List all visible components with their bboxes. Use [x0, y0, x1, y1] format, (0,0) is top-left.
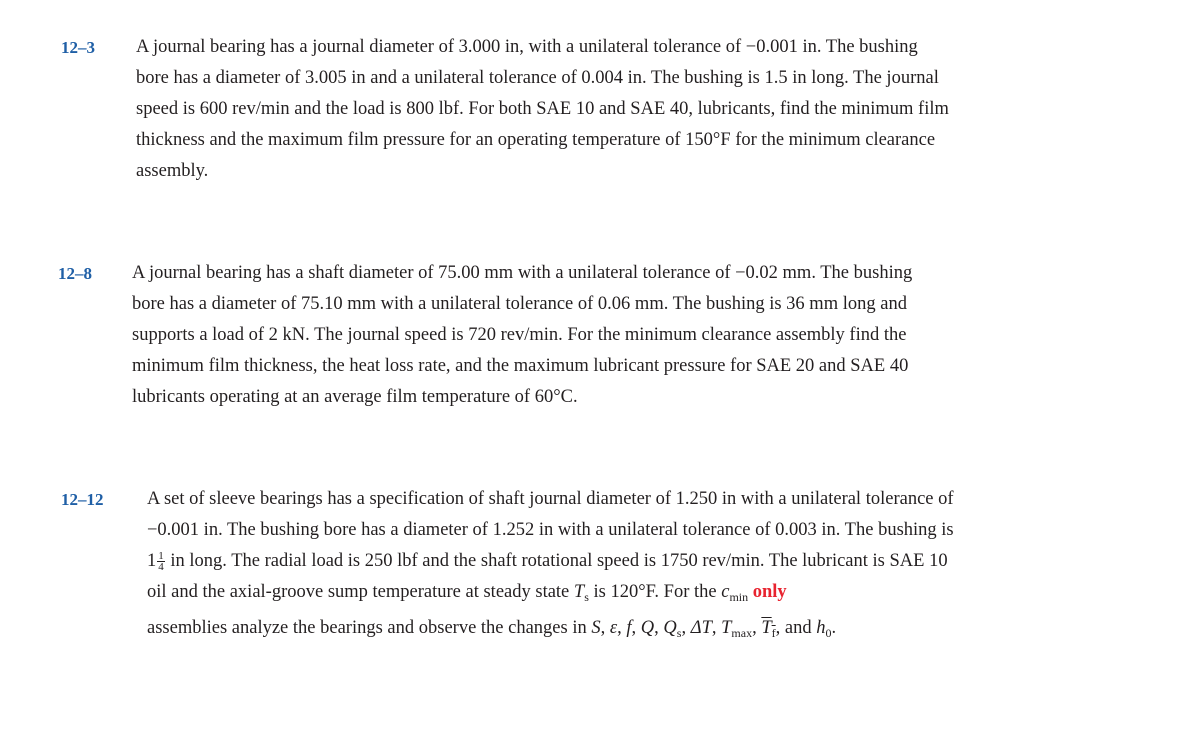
text-line [147, 577, 954, 613]
text-line: minimum film thickness, the heat loss rate, and the maximum lubricant pressure for SAE 20 and SAE 40 [132, 356, 909, 376]
math-symbol: Q [640, 618, 655, 638]
text-segment: oil and the axial-groove sump temperature at steady state [147, 582, 574, 602]
mixed-number-whole: 1 [147, 551, 157, 571]
text-line: A journal bearing has a shaft diameter of 75.00 mm with a unilateral tolerance of −0.02 mm. The bushing [132, 263, 913, 283]
highlight-only: only [752, 582, 787, 602]
text-segment: in long. The radial load is 250 lbf and the shaft rotational speed is 1750 rev/min. The lubricant is SAE 10 [165, 551, 948, 571]
text-segment: is 120°F. For the [588, 582, 722, 602]
text-line: bore has a diameter of 3.005 in and a unilateral tolerance of 0.004 in. The bushing is 1.5 in long. The journal [136, 68, 939, 88]
separator: , [711, 618, 722, 638]
text-line: A journal bearing has a journal diameter of 3.000 in, with a unilateral tolerance of −0.001 in. The bushing [136, 37, 918, 57]
separator: , [654, 618, 664, 638]
text-line: speed is 600 rev/min and the load is 800 lbf. For both SAE 10 and SAE 40, lubricants, find the minimum film [136, 99, 949, 119]
text-line: −0.001 in. The bushing bore has a diameter of 1.252 in with a unilateral tolerance of 0.003 in. The bushing is [147, 520, 954, 540]
text-line: assembly. [136, 161, 209, 181]
math-symbol: T [573, 582, 585, 602]
fraction [157, 551, 165, 572]
separator: , [681, 618, 691, 638]
math-symbol: S [591, 618, 601, 638]
separator: , [631, 618, 641, 638]
text-segment: . [831, 618, 837, 638]
text-line: thickness and the maximum film pressure for an operating temperature of 150°F for the minimum clearance [136, 130, 936, 150]
problem-number: 12–3 [61, 38, 95, 57]
math-subscript: s [584, 590, 589, 604]
problem-text [136, 32, 949, 187]
overlined-symbol [761, 618, 775, 638]
problem-text [147, 484, 954, 649]
math-subscript: f [771, 626, 776, 640]
math-symbol: f [626, 618, 632, 638]
problem-number: 12–12 [61, 490, 104, 509]
math-subscript: s [676, 626, 682, 640]
fraction-numerator: 1 [158, 550, 164, 563]
text-line: supports a load of 2 kN. The journal speed is 720 rev/min. For the minimum clearance assembly find the [132, 325, 907, 345]
separator: , [617, 618, 627, 638]
text-line [147, 546, 954, 577]
text-line: lubricants operating at an average film temperature of 60°C. [132, 387, 578, 407]
problem-text [132, 258, 912, 413]
text-line: bore has a diameter of 75.10 mm with a unilateral tolerance of 0.06 mm. The bushing is 36 mm long and [132, 294, 907, 314]
math-subscript: max [731, 626, 753, 640]
problem-number: 12–8 [58, 264, 92, 283]
text-segment: and [784, 618, 812, 638]
math-symbol: c [721, 582, 730, 602]
separator: , [600, 618, 610, 638]
fraction-denominator: 4 [158, 561, 164, 574]
math-symbol: h [816, 618, 826, 638]
math-subscript: 0 [825, 626, 832, 640]
math-symbol: T [761, 618, 772, 638]
separator: , [775, 618, 785, 638]
math-symbol: ΔT [690, 618, 712, 638]
math-symbol: ε [609, 618, 618, 638]
text-line [147, 613, 954, 649]
math-subscript: min [729, 590, 749, 604]
math-symbol: Q [663, 618, 677, 638]
separator: , [752, 618, 762, 638]
text-segment: assemblies analyze the bearings and observe the changes in [147, 618, 592, 638]
math-symbol: T [721, 618, 732, 638]
text-line: A set of sleeve bearings has a specification of shaft journal diameter of 1.250 in with a unilateral tolerance of [147, 489, 954, 509]
